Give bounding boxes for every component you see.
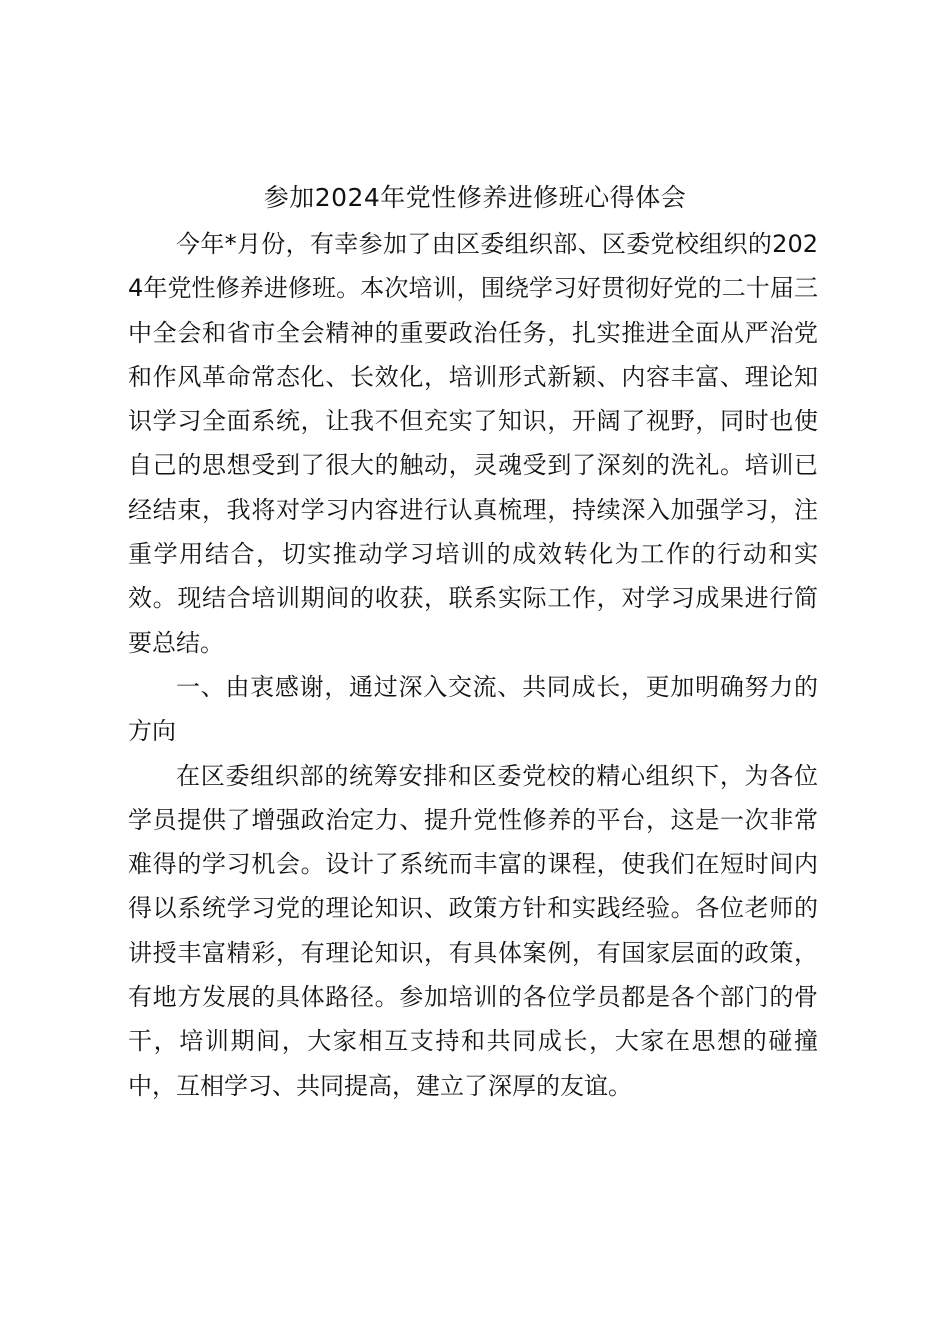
document-body [128, 222, 818, 1108]
paragraph-section-1: 在区委组织部的统筹安排和区委党校的精心组织下，为各位学员提供了增强政治定力、提升党性修养的平台，这是一次非常难得的学习机会。设计了系统而丰富的课程，使我们在短时间内得以系统学习党的理论知识、政策方针和实践经验。各位老师的讲授丰富精彩，有理论知识，有具体案例，有国家层面的政策，有地方发展的具体路径。参加培训的各位学员都是各个部门的骨干，培训期间，大家相互支持和共同成长，大家在思想的碰撞中，互相学习、共同提高，建立了深厚的友谊。 [128, 761, 818, 1100]
section-heading-1: 一、由衷感谢，通过深入交流、共同成长，更加明确努力的方向 [128, 672, 818, 746]
paragraph-intro: 今年*月份，有幸参加了由区委组织部、区委党校组织的2024年党性修养进修班。本次培训，围绕学习好贯彻好党的二十届三中全会和省市全会精神的重要政治任务，扎实推进全面从严治党和作风革命常态化、长效化，培训形式新颖、内容丰富、理论知识学习全面系统，让我不但充实了知识，开阔了视野，同时也使自己的思想受到了很大的触动，灵魂受到了深刻的洗礼。培训已经结束，我将对学习内容进行认真梳理，持续深入加强学习，注重学用结合，切实推动学习培训的成效转化为工作的行动和实效。现结合培训期间的收获，联系实际工作，对学习成果进行简要总结。 [128, 230, 818, 657]
document-title: 参加2024年党性修养进修班心得体会 [263, 183, 687, 212]
